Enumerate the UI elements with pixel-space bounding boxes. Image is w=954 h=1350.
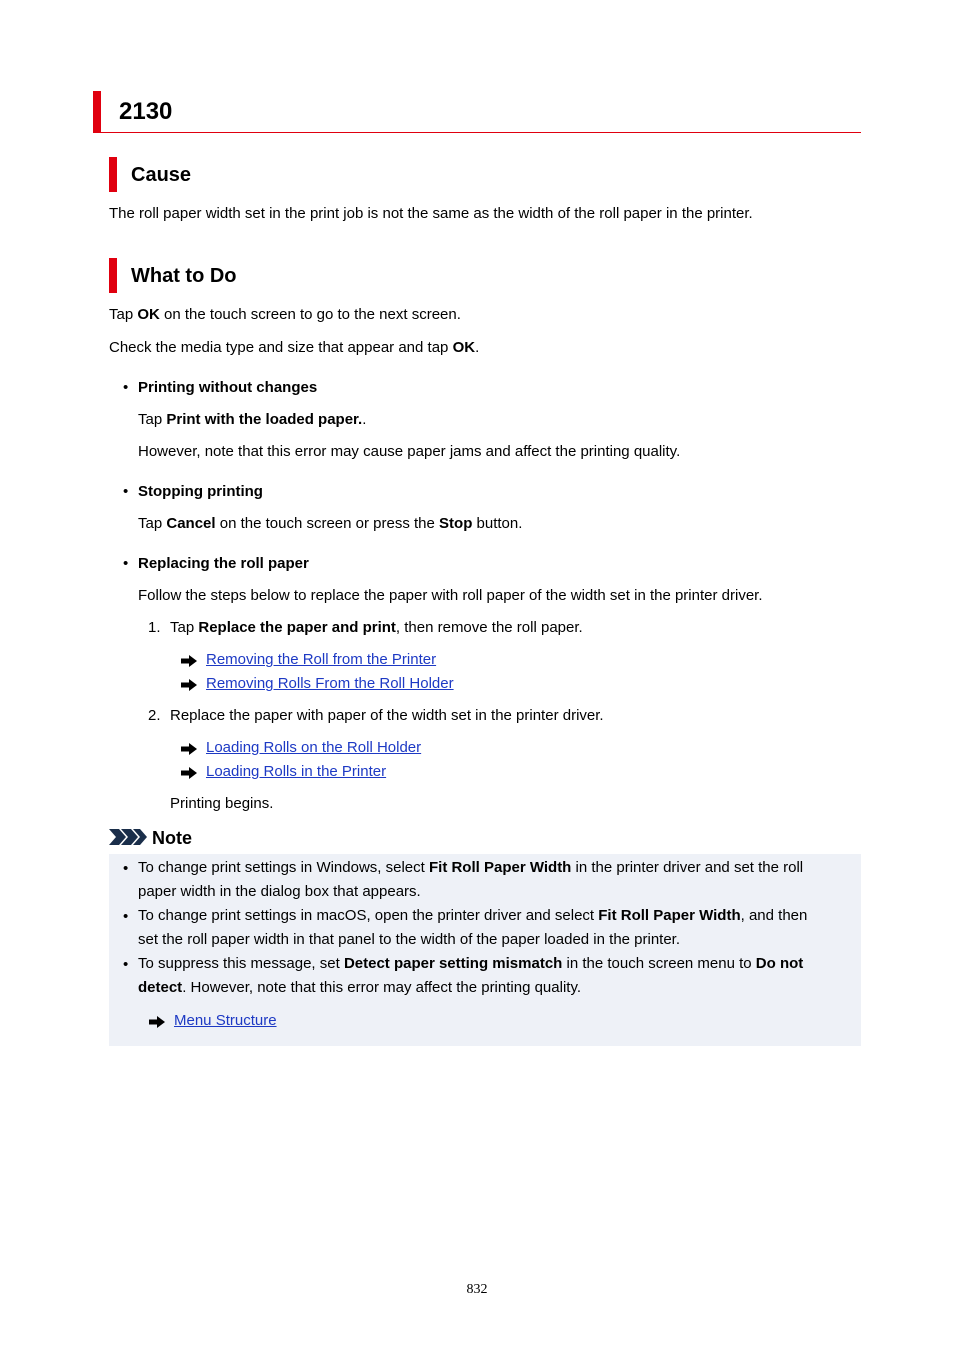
bullet: •	[123, 555, 129, 572]
cause-text: The roll paper width set in the print job is not the same as the width of the roll paper in the printer.	[109, 205, 753, 222]
bullet: •	[123, 483, 129, 500]
step-number: 2.	[148, 707, 161, 724]
what-to-do-p2: Check the media type and size that appear and tap OK.	[109, 339, 480, 356]
note-item-1: To change print settings in Windows, select Fit Roll Paper Width in the printer driver and set the roll paper width in the dialog box that appears.	[138, 859, 804, 900]
item3-intro: Follow the steps below to replace the paper with roll paper of the width set in the printer driver.	[138, 587, 763, 604]
item2-line1: Tap Cancel on the touch screen or press the Stop button.	[138, 515, 523, 532]
what-to-do-accent-bar	[109, 258, 117, 293]
link-menu-structure[interactable]: Menu Structure	[174, 1012, 277, 1029]
step2-text: Replace the paper with paper of the width set in the printer driver.	[170, 707, 604, 724]
arrow-right-icon	[181, 679, 197, 691]
item-title-stopping-printing: Stopping printing	[138, 483, 263, 500]
bullet: •	[123, 860, 129, 877]
printing-begins-text: Printing begins.	[170, 795, 274, 812]
what-to-do-p1: Tap OK on the touch screen to go to the next screen.	[109, 306, 461, 323]
page-number: 832	[466, 1282, 488, 1297]
cause-heading: Cause	[131, 164, 192, 186]
title-accent-bar	[93, 91, 101, 133]
link-loading-rolls-in-printer[interactable]: Loading Rolls in the Printer	[206, 763, 387, 780]
link-loading-rolls-on-roll-holder[interactable]: Loading Rolls on the Roll Holder	[206, 739, 422, 756]
item1-line1: Tap Print with the loaded paper..	[138, 411, 367, 428]
step1-text: Tap Replace the paper and print, then remove the roll paper.	[170, 619, 583, 636]
item1-line2: However, note that this error may cause paper jams and affect the printing quality.	[138, 443, 681, 460]
cause-accent-bar	[109, 157, 117, 192]
note-item-2: To change print settings in macOS, open the printer driver and select Fit Roll Paper Width, and then set the roll paper width in that panel to the width of the paper loaded in the printer.	[138, 907, 808, 948]
arrow-right-icon	[181, 655, 197, 667]
arrow-right-icon	[181, 767, 197, 779]
item-title-replacing-roll-paper: Replacing the roll paper	[138, 555, 309, 572]
note-item-3: To suppress this message, set Detect paper setting mismatch in the touch screen menu to Do not detect. However, note that this error may affect the printing quality.	[138, 955, 804, 996]
note-chevrons-icon	[109, 829, 149, 845]
arrow-right-icon	[149, 1016, 165, 1028]
step-number: 1.	[148, 619, 161, 636]
arrow-right-icon	[181, 743, 197, 755]
what-to-do-heading: What to Do	[131, 265, 237, 287]
item-title-printing-without-changes: Printing without changes	[138, 379, 318, 396]
note-title: Note	[152, 828, 192, 848]
bullet: •	[123, 956, 129, 973]
bullet: •	[123, 908, 129, 925]
link-removing-rolls-from-roll-holder[interactable]: Removing Rolls From the Roll Holder	[206, 675, 454, 692]
title-underline	[93, 132, 861, 133]
page-title: 2130	[119, 98, 173, 125]
bullet: •	[123, 379, 129, 396]
link-removing-roll-from-printer[interactable]: Removing the Roll from the Printer	[206, 651, 437, 668]
